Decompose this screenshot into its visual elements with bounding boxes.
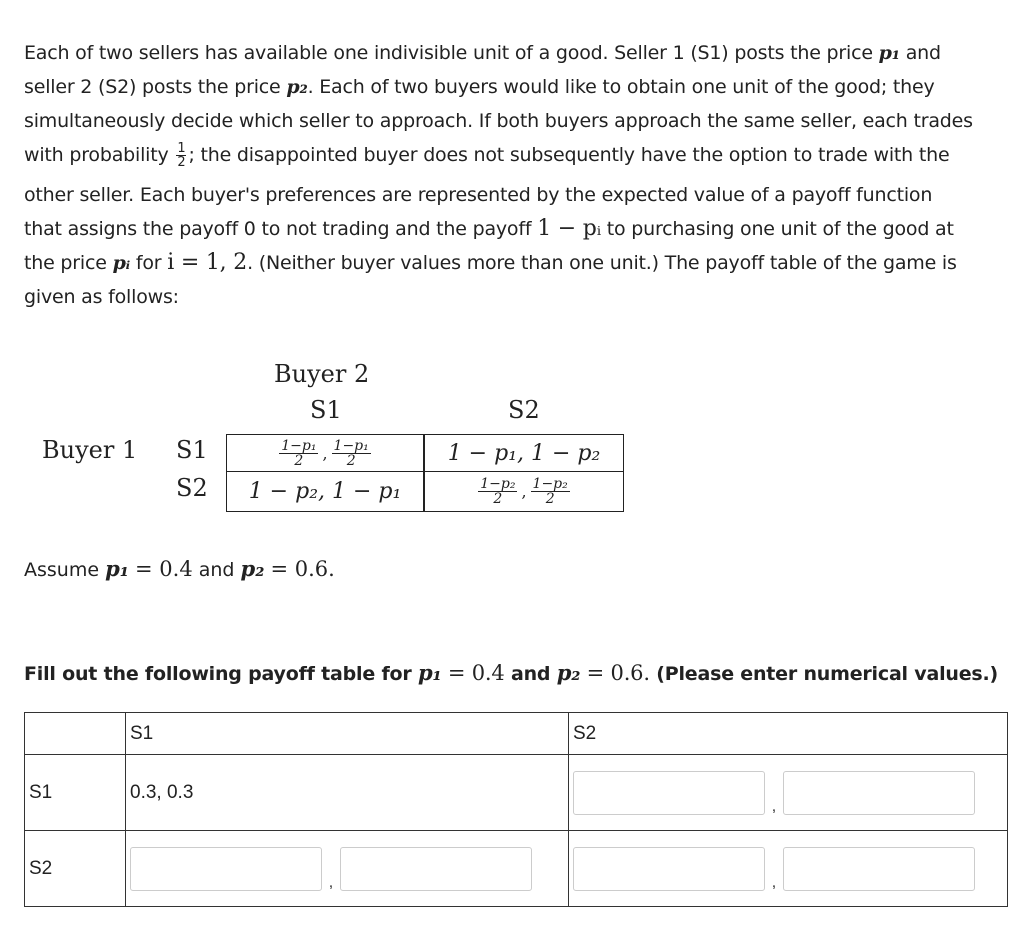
intro-line-8: given as follows:	[24, 286, 179, 308]
assumption-line: Assume p₁ = 0.4 and p₂ = 0.6.	[24, 556, 335, 581]
table-row-s2	[25, 831, 1008, 907]
col-label-s1: S1	[310, 396, 342, 424]
cell-comma: ,	[521, 482, 527, 501]
fraction-p1-b: 1−p₁ 2	[333, 437, 369, 469]
row-label-s1: S1	[176, 436, 208, 464]
comma-separator: ,	[771, 797, 777, 815]
s2-s1-buyer1-input[interactable]	[130, 847, 322, 891]
s1-s2-buyer2-input[interactable]	[783, 771, 975, 815]
intro-line-6: that assigns the payoff 0 to not trading and the payoff 1 − pᵢ to purchasing one unit of the good at	[24, 216, 954, 241]
fraction-p2-a: 1−p₂ 2	[480, 476, 516, 507]
cell-s1-s1-value: 0.3, 0.3	[126, 755, 569, 831]
comma-separator: ,	[328, 873, 334, 891]
intro-line-1: Each of two sellers has available one indivisible unit of a good. Seller 1 (S1) posts the price p₁ and	[24, 42, 941, 64]
cell-s2-s1	[126, 831, 569, 907]
header-s2: S2	[569, 713, 1008, 755]
intro-line-7: the price pᵢ for i = 1, 2. (Neither buyer values more than one unit.) The payoff table of the game is	[24, 250, 957, 275]
instruction-line: Fill out the following payoff table for p₁ = 0.4 and p₂ = 0.6. (Please enter numerical values.)	[24, 660, 999, 685]
cell-comma: ,	[322, 443, 328, 463]
fraction-p2-b: 1−p₂ 2	[532, 476, 568, 507]
matrix-cell-s2-s2	[424, 472, 624, 512]
cell-s1-s2	[569, 755, 1008, 831]
col-label-s2: S2	[508, 396, 540, 424]
fraction-p1-a: 1−p₁ 2	[281, 437, 317, 469]
table-header-row	[25, 713, 1008, 755]
s2-s1-buyer2-input[interactable]	[340, 847, 532, 891]
intro-line-4: with probability $\frac{1}{2}$ ; the disappointed buyer does not subsequently have the option to trade with the	[24, 141, 950, 170]
s2-s2-buyer2-input[interactable]	[783, 847, 975, 891]
table-corner-cell	[25, 713, 126, 755]
row-label-s1: S1	[25, 755, 126, 831]
intro-line-3: simultaneously decide which seller to approach. If both buyers approach the same seller, each trades	[24, 110, 973, 132]
comma-separator: ,	[771, 873, 777, 891]
matrix-cell-s1-s2: 1 − p₁, 1 − p₂	[424, 434, 624, 472]
intro-line-5: other seller. Each buyer's preferences are represented by the expected value of a payoff function	[24, 184, 933, 206]
s1-s2-buyer1-input[interactable]	[573, 771, 765, 815]
table-row-s1	[25, 755, 1008, 831]
row-label-s2: S2	[176, 474, 208, 502]
matrix-cell-s1-s1	[226, 434, 424, 472]
matrix-cell-s2-s1: 1 − p₂, 1 − p₁	[226, 472, 424, 512]
row-label-s2: S2	[25, 831, 126, 907]
problem-statement	[24, 36, 1014, 314]
one-half-fraction: $\frac{1}{2}$	[177, 141, 186, 170]
col-player-label: Buyer 2	[274, 360, 370, 388]
header-s1: S1	[126, 713, 569, 755]
intro-line-2: seller 2 (S2) posts the price p₂. Each of two buyers would like to obtain one unit of the good; they	[24, 76, 935, 98]
cell-s2-s2	[569, 831, 1008, 907]
row-player-label: Buyer 1	[42, 436, 138, 464]
s2-s2-buyer1-input[interactable]	[573, 847, 765, 891]
answer-payoff-table	[24, 712, 1008, 907]
